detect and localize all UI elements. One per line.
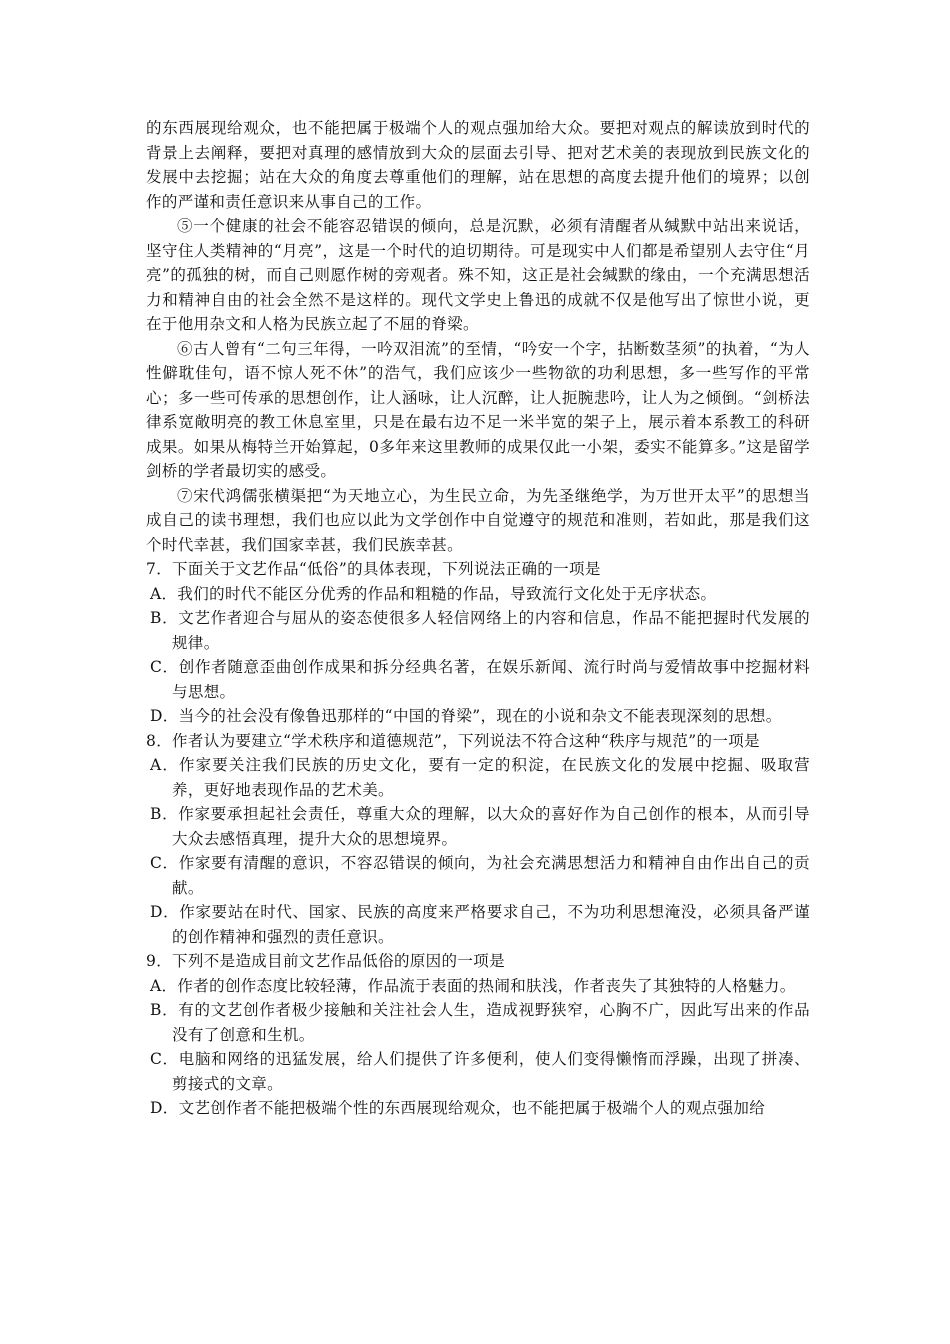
option-d: D．作家要站在时代、国家、民族的高度来严格要求自己，不为功利思想淹没，必须具备严谨的创作精神和强烈的责任意识。 (150, 903, 810, 946)
question-stem: 8．作者认为要建立“学术秩序和道德规范”，下列说法不符合这种“秩序与规范”的一项是 (146, 731, 760, 750)
passage-paragraph-6: ⑥古人曾有“二句三年得，一吟双泪流”的至情，“吟安一个字，拈断数茎须”的执着，“为人性僻耽佳句，语不惊人死不休”的浩气，我们应该少一些物欲的功利思想，多一些写作的平常心；多一些可传承的思想创作，让人涵咏，让人沉醉，让人扼腕悲吟，让人为之倾倒。“剑桥法律系宽敞明亮的教工休息室里，只是在最右边不足一米半宽的架子上，展示着本系教工的科研成果。如果从梅特兰开始算起，0多年来这里教师的成果仅此一小架，委实不能算多。”这是留学剑桥的学者最切实的感受。 (146, 339, 810, 480)
option-b: B．有的文艺创作者极少接触和关注社会人生，造成视野狭窄，心胸不广，因此写出来的作品没有了创意和生机。 (150, 1001, 810, 1044)
option-b: B．作家要承担起社会责任，尊重大众的理解，以大众的喜好作为自己创作的根本，从而引导大众去感悟真理，提升大众的思想境界。 (150, 805, 810, 848)
question-7 (146, 557, 810, 729)
question-stem: 7．下面关于文艺作品“低俗”的具体表现，下列说法正确的一项是 (146, 560, 601, 578)
passage-paragraph-7: ⑦宋代鸿儒张横渠把“为天地立心，为生民立命，为先圣继绝学，为万世开太平”的思想当成自己的读书理想，我们也应以此为文学创作中自觉遵守的规范和准则，若如此，那是我们这个时代幸甚，我们国家幸甚，我们民族幸甚。 (146, 486, 810, 554)
question-stem: 9．下列不是造成目前文艺作品低俗的原因的一项是 (146, 952, 505, 970)
question-9 (146, 949, 810, 1121)
option-a: A．作者的创作态度比较轻薄，作品流于表面的热闹和肤浅，作者丧失了其独特的人格魅力。 (150, 976, 796, 995)
option-d: D．文艺创作者不能把极端个性的东西展现给观众，也不能把属于极端个人的观点强加给 (150, 1099, 766, 1117)
passage-paragraph-5: ⑤一个健康的社会不能容忍错误的倾向，总是沉默，必须有清醒者从缄默中站出来说话，坚守住人类精神的“月亮”，这是一个时代的迫切期待。可是现实中人们都是希望别人去守住“月亮”的孤独的树，而自己则愿作树的旁观者。殊不知，这正是社会缄默的缘由，一个充满思想活力和精神自由的社会全然不是这样的。现代文学史上鲁迅的成就不仅是他写出了惊世小说，更在于他用杂文和人格为民族立起了不屈的脊梁。 (146, 217, 810, 333)
question-8 (146, 729, 810, 950)
option-c: C．作家要有清醒的意识，不容忍错误的倾向，为社会充满思想活力和精神自由作出自己的贡献。 (150, 854, 810, 897)
option-c: C．创作者随意歪曲创作成果和拆分经典名著，在娱乐新闻、流行时尚与爱情故事中挖掘材料与思想。 (150, 658, 810, 701)
option-a: A．我们的时代不能区分优秀的作品和粗糙的作品，导致流行文化处于无序状态。 (150, 584, 717, 603)
option-a: A．作家要关注我们民族的历史文化，要有一定的积淀，在民族文化的发展中挖掘、吸取营养，更好地表现作品的艺术美。 (150, 756, 810, 799)
reading-passage (146, 116, 810, 557)
exam-page (146, 116, 810, 1121)
passage-paragraph-continued: 的东西展现给观众，也不能把属于极端个人的观点强加给大众。要把对观点的解读放到时代的背景上去阐释，要把对真理的感情放到大众的层面去引导、把对艺术美的表现放到民族文化的发展中去挖掘；站在大众的角度去尊重他们的理解，站在思想的高度去提升他们的境界；以创作的严谨和责任意识来从事自己的工作。 (146, 119, 810, 211)
option-d: D．当今的社会没有像鲁迅那样的“中国的脊梁”，现在的小说和杂文不能表现深刻的思想。 (150, 707, 782, 725)
option-c: C．电脑和网络的迅猛发展，给人们提供了许多便利，使人们变得懒惰而浮躁，出现了拼凑、剪接式的文章。 (150, 1050, 810, 1093)
option-b: B．文艺作者迎合与屈从的姿态使很多人轻信网络上的内容和信息，作品不能把握时代发展的规律。 (150, 609, 810, 652)
